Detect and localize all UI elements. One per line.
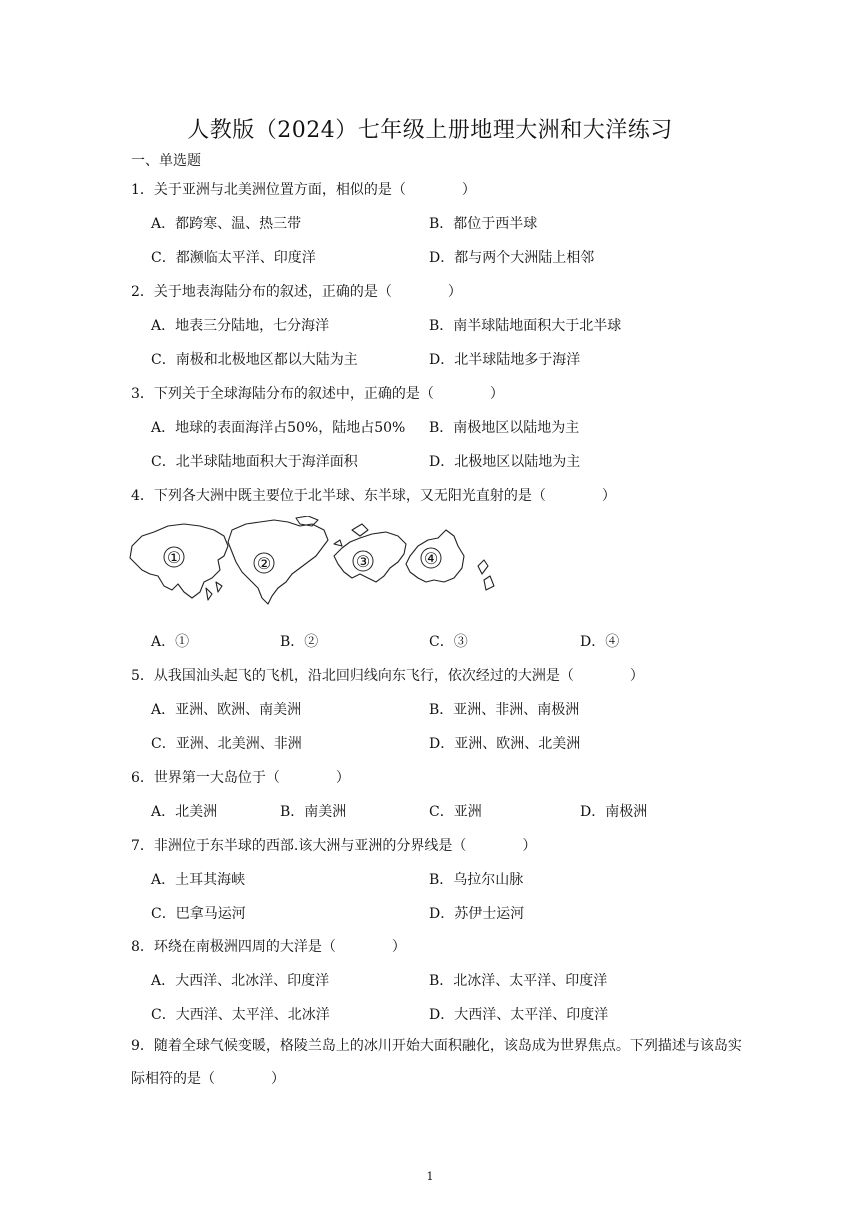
section-heading: 一、单选题 (131, 153, 201, 169)
question-3-option-c[interactable]: C．北半球陆地面积大于海洋面积 (151, 454, 358, 470)
question-5-option-b[interactable]: B．亚洲、非洲、南极洲 (429, 702, 580, 718)
question-9-stem: 9．随着全球气候变暖，格陵兰岛上的冰川开始大面积融化，该岛成为世界焦点。下列描述与该岛实际相符的是（ ） (131, 1038, 742, 1087)
question-8-option-d[interactable]: D．大西洋、太平洋、印度洋 (429, 1007, 609, 1023)
question-2-stem: 2．关于地表海陆分布的叙述，正确的是（ ） (131, 284, 462, 300)
map-2-label: ② (256, 554, 272, 573)
question-7-option-a[interactable]: A．土耳其海峡 (151, 872, 246, 888)
question-2-option-b[interactable]: B．南半球陆地面积大于北半球 (429, 318, 622, 334)
question-7-option-d[interactable]: D．苏伊士运河 (429, 906, 525, 922)
question-5-option-d[interactable]: D．亚洲、欧洲、北美洲 (429, 736, 581, 752)
question-2-option-d[interactable]: D．北半球陆地多于海洋 (429, 352, 581, 368)
question-4-option-c[interactable]: C．③ (429, 634, 468, 650)
question-6-option-a[interactable]: A．北美洲 (151, 804, 218, 820)
question-8-option-c[interactable]: C．大西洋、太平洋、北冰洋 (151, 1007, 330, 1023)
continent-outline-maps (128, 516, 500, 608)
question-6-option-c[interactable]: C．亚洲 (429, 804, 482, 820)
question-6-option-d[interactable]: D．南极洲 (580, 804, 648, 820)
question-7-option-b[interactable]: B．乌拉尔山脉 (429, 872, 524, 888)
north-america-outline (228, 520, 328, 604)
question-1-option-b[interactable]: B．都位于西半球 (429, 216, 538, 232)
question-6-option-b[interactable]: B．南美洲 (280, 804, 347, 820)
question-8-option-b[interactable]: B．北冰洋、太平洋、印度洋 (429, 973, 608, 989)
question-4-option-b[interactable]: B．② (280, 634, 319, 650)
question-2-option-c[interactable]: C．南极和北极地区都以大陆为主 (151, 352, 358, 368)
question-2-option-a[interactable]: A．地表三分陆地，七分海洋 (151, 318, 330, 334)
question-1-stem: 1．关于亚洲与北美洲位置方面，相似的是（ ） (131, 182, 476, 198)
question-5-stem: 5．从我国汕头起飞的飞机，沿北回归线向东飞行，依次经过的大洲是（ ） (131, 668, 644, 684)
question-3-option-b[interactable]: B．南极地区以陆地为主 (429, 420, 580, 436)
question-3-option-a[interactable]: A．地球的表面海洋占50%，陆地占50% (151, 420, 406, 436)
question-4-option-d[interactable]: D．④ (580, 634, 620, 650)
map-3-label: ③ (355, 552, 371, 571)
question-8-option-a[interactable]: A．大西洋、北冰洋、印度洋 (151, 973, 330, 989)
question-3-option-d[interactable]: D．北极地区以陆地为主 (429, 454, 581, 470)
question-4-stem: 4．下列各大洲中既主要位于北半球、东半球，又无阳光直射的是（ ） (131, 488, 616, 504)
question-1-option-d[interactable]: D．都与两个大洲陆上相邻 (429, 250, 595, 266)
question-1-option-c[interactable]: C．都濒临太平洋、印度洋 (151, 250, 316, 266)
question-5-option-c[interactable]: C．亚洲、北美洲、非洲 (151, 736, 302, 752)
question-8-stem: 8．环绕在南极洲四周的大洋是（ ） (131, 939, 406, 955)
map-1-label: ① (166, 548, 182, 567)
question-1-option-a[interactable]: A．都跨寒、温、热三带 (151, 216, 302, 232)
question-3-stem: 3．下列关于全球海陆分布的叙述中，正确的是（ ） (131, 386, 504, 402)
question-7-stem: 7．非洲位于东半球的西部.该大洲与亚洲的分界线是（ ） (131, 838, 537, 854)
question-6-stem: 6．世界第一大岛位于（ ） (131, 770, 350, 786)
question-7-option-c[interactable]: C．巴拿马运河 (151, 906, 246, 922)
map-4-label: ④ (423, 549, 439, 568)
page-number: 1 (426, 1170, 434, 1183)
question-5-option-a[interactable]: A．亚洲、欧洲、南美洲 (151, 702, 302, 718)
question-4-option-a[interactable]: A．① (151, 634, 190, 650)
document-title: 人教版（2024）七年级上册地理大洲和大洋练习 (187, 118, 673, 143)
